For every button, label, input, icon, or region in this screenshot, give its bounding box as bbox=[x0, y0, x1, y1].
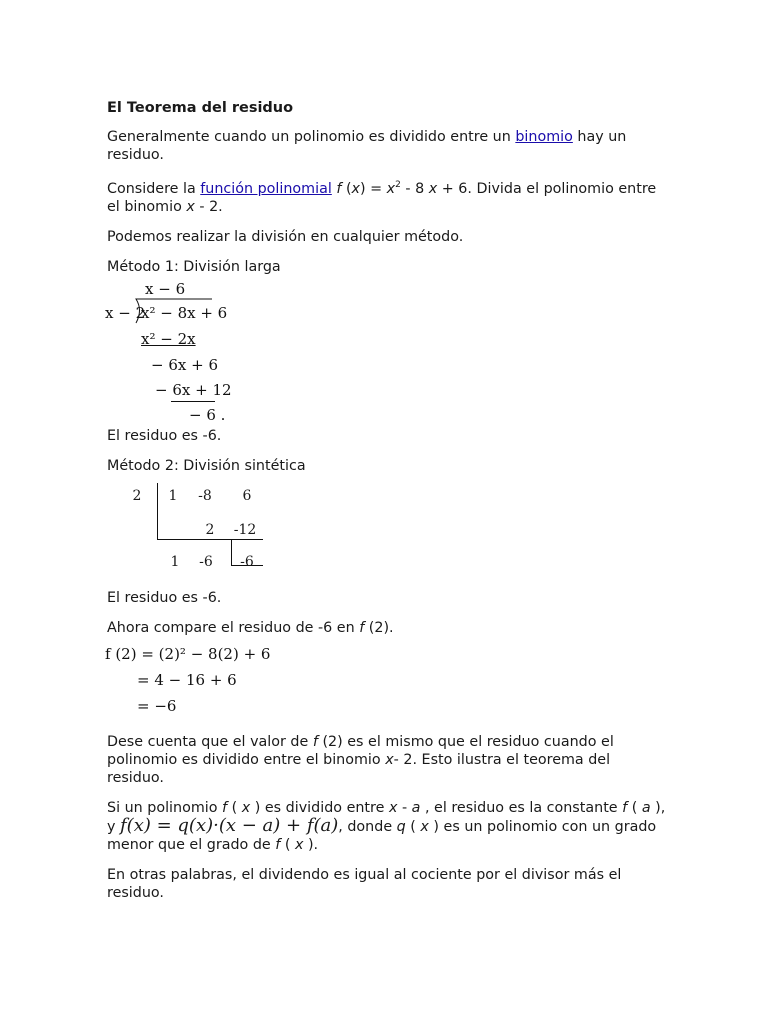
var: f bbox=[312, 733, 318, 750]
text: ). bbox=[303, 836, 319, 853]
exponent: 2 bbox=[395, 180, 401, 190]
long-division bbox=[105, 279, 667, 424]
var: x bbox=[241, 799, 251, 816]
text: ), y bbox=[107, 799, 666, 835]
syn-cell: 2 bbox=[205, 521, 215, 538]
page-title: El Teorema del residuo bbox=[107, 100, 294, 116]
text: ( bbox=[280, 836, 295, 853]
text: ) = bbox=[360, 180, 387, 197]
var: q bbox=[396, 818, 406, 835]
text: - 2. bbox=[194, 198, 223, 215]
ld-subtract-2: − 6x + 12 bbox=[155, 380, 232, 399]
document-page bbox=[107, 98, 667, 914]
syn-horizontal-line bbox=[157, 539, 263, 540]
eval-line-2: = 4 − 16 + 6 bbox=[137, 670, 237, 689]
ld-remainder-2: − 6 . bbox=[189, 405, 226, 424]
synthetic-division bbox=[132, 483, 667, 575]
text: ) es dividido entre bbox=[250, 799, 389, 816]
text: Si un polinomio bbox=[107, 799, 223, 816]
var: x bbox=[386, 180, 396, 197]
ld-dividend: x² − 8x + 6 bbox=[141, 303, 228, 322]
text: Dese cuenta que el valor de bbox=[107, 733, 313, 750]
paragraph-observe bbox=[107, 733, 667, 787]
var: f bbox=[222, 799, 228, 816]
ld-remainder-1: − 6x + 6 bbox=[151, 355, 218, 374]
var: f bbox=[336, 180, 342, 197]
ld-underline bbox=[171, 401, 215, 402]
remainder-formula: f(x) = q(x)·(x − a) + f(a) bbox=[120, 814, 339, 836]
var: x bbox=[351, 180, 361, 197]
text: , el residuo es la constante bbox=[420, 799, 623, 816]
var: x bbox=[385, 751, 394, 768]
text: ( bbox=[405, 818, 421, 835]
syn-cell: 6 bbox=[242, 487, 252, 504]
ld-quotient: x − 6 bbox=[145, 279, 186, 298]
syn-cell: -12 bbox=[233, 521, 257, 538]
link-binomio[interactable]: binomio bbox=[515, 129, 573, 145]
text: ( bbox=[627, 799, 642, 816]
syn-cell: -6 bbox=[199, 553, 213, 570]
var: x bbox=[428, 180, 438, 197]
residue-line-1: El residuo es -6. bbox=[107, 427, 222, 444]
var: f bbox=[275, 836, 281, 853]
var: x bbox=[294, 836, 304, 853]
method2-heading: Método 2: División sintética bbox=[107, 457, 306, 474]
text: Generalmente cuando un polinomio es dividido entre un bbox=[107, 129, 516, 145]
paragraph-consider bbox=[107, 176, 667, 216]
text: ( bbox=[227, 799, 242, 816]
paragraph-conclusion: En otras palabras, el dividendo es igual al cociente por el divisor más el residuo. bbox=[107, 866, 622, 901]
text: hay un residuo. bbox=[107, 129, 627, 163]
var: f bbox=[622, 799, 628, 816]
text: ) es un polinomio con un grado menor que el grado de bbox=[107, 818, 657, 853]
ld-divisor: x − 2 bbox=[105, 303, 146, 322]
residue-line-2: El residuo es -6. bbox=[107, 589, 222, 606]
eval-line-1: f (2) = (2)² − 8(2) + 6 bbox=[105, 644, 271, 663]
text: , donde bbox=[338, 818, 397, 835]
var: f bbox=[359, 619, 365, 636]
text: Ahora compare el residuo de -6 en bbox=[107, 619, 360, 636]
text: - bbox=[397, 799, 412, 816]
method1-heading: Método 1: División larga bbox=[107, 258, 281, 275]
syn-remainder: -6 bbox=[240, 553, 254, 570]
text: - 2. Esto ilustra el teorema del residuo. bbox=[107, 751, 611, 786]
text: + 6. Divida el polinomio entre el binomio bbox=[107, 180, 657, 215]
paragraph-theorem bbox=[107, 799, 667, 854]
var: x bbox=[186, 198, 195, 215]
paragraph-method: Podemos realizar la división en cualquier método. bbox=[107, 228, 464, 245]
text: ( bbox=[341, 180, 352, 197]
syn-cell: -8 bbox=[198, 487, 212, 504]
eval-line-3: = −6 bbox=[137, 696, 177, 715]
text: - 8 bbox=[400, 180, 429, 197]
evaluation bbox=[105, 643, 667, 721]
paragraph-compare bbox=[107, 619, 667, 637]
text: (2) es el mismo que el residuo cuando el polinomio es dividido entre el binomio bbox=[107, 733, 614, 768]
text: (2). bbox=[364, 619, 394, 636]
var: a bbox=[641, 799, 651, 816]
ld-subtract-1: x² − 2x bbox=[141, 329, 196, 348]
link-funcion-polinomial[interactable]: función polinomial bbox=[200, 180, 332, 197]
var: a bbox=[411, 799, 421, 816]
var: x bbox=[388, 799, 398, 816]
var: x bbox=[420, 818, 429, 835]
syn-divisor: 2 bbox=[132, 487, 142, 504]
text: Considere la bbox=[107, 180, 201, 197]
syn-cell: 1 bbox=[170, 553, 180, 570]
paragraph-intro bbox=[107, 128, 667, 164]
syn-cell: 1 bbox=[168, 487, 178, 504]
